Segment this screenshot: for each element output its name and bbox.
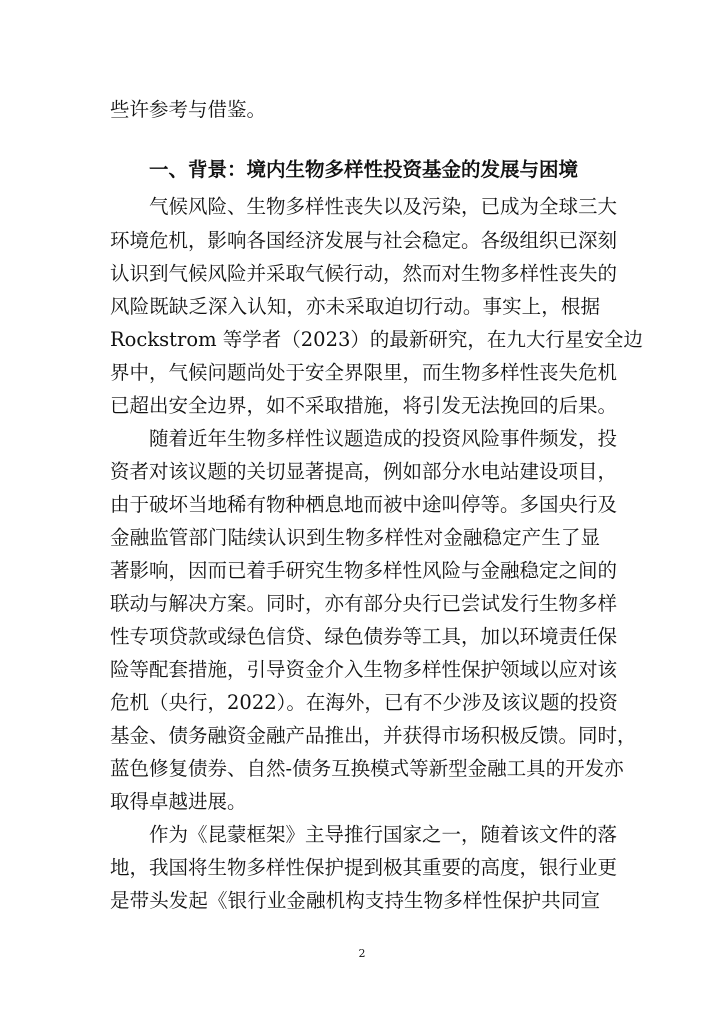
paragraph-1-line-4: 风险既缺乏深入认知，亦未采取迫切行动。事实上，根据	[110, 295, 600, 318]
paragraph-1-line-7: 已超出安全边界，如不采取措施，将引发无法挽回的后果。	[110, 394, 618, 417]
paragraph-1-line-6: 界中，气候问题尚处于安全界限里，而生物多样性丧失危机	[110, 361, 618, 384]
paragraph-1-line-3: 认识到气候风险并采取气候行动，然而对生物多样性丧失的	[110, 262, 618, 285]
paragraph-3-line-1: 作为《昆蒙框架》主导推行国家之一，随着该文件的落	[149, 823, 618, 846]
paragraph-2-line-9: 危机（央行，2022）。在海外，已有不少涉及该议题的投资	[110, 691, 618, 714]
paragraph-2-line-8: 险等配套措施，引导资金介入生物多样性保护领域以应对该	[110, 658, 618, 681]
paragraph-2-line-5: 著影响，因而已着手研究生物多样性风险与金融稳定之间的	[110, 559, 618, 582]
paragraph-2-line-3: 由于破坏当地稀有物种栖息地而被中途叫停等。多国央行及	[110, 493, 618, 516]
page-number: 2	[358, 947, 366, 960]
paragraph-3-line-2: 地，我国将生物多样性保护提到极其重要的高度，银行业更	[110, 856, 618, 879]
paragraph-2-line-11: 蓝色修复债券、自然-债务互换模式等新型金融工具的开发亦	[110, 757, 624, 780]
paragraph-3-line-3: 是带头发起《银行业金融机构支持生物多样性保护共同宣	[110, 889, 600, 912]
paragraph-2-line-4: 金融监管部门陆续认识到生物多样性对金融稳定产生了显	[110, 526, 600, 549]
paragraph-1-line-1: 气候风险、生物多样性丧失以及污染，已成为全球三大	[149, 195, 618, 218]
paragraph-1-line-5: Rockstrom 等学者（2023）的最新研究，在九大行星安全边	[110, 328, 643, 351]
paragraph-1-line-2: 环境危机，影响各国经济发展与社会稳定。各级组织已深刻	[110, 229, 618, 252]
opening-line: 些许参考与借鉴。	[110, 98, 267, 121]
paragraph-2-line-7: 性专项贷款或绿色信贷、绿色债券等工具，加以环境责任保	[110, 625, 618, 648]
paragraph-2-line-10: 基金、债务融资金融产品推出，并获得市场积极反馈。同时，	[110, 724, 637, 747]
paragraph-2-line-2: 资者对该议题的关切显著提高，例如部分水电站建设项目，	[110, 460, 618, 483]
paragraph-2-line-12: 取得卓越进展。	[110, 790, 247, 813]
paragraph-2-line-6: 联动与解决方案。同时，亦有部分央行已尝试发行生物多样	[110, 592, 618, 615]
paragraph-2-line-1: 随着近年生物多样性议题造成的投资风险事件频发，投	[149, 427, 618, 450]
section-heading: 一、背景：境内生物多样性投资基金的发展与困境	[149, 158, 579, 181]
